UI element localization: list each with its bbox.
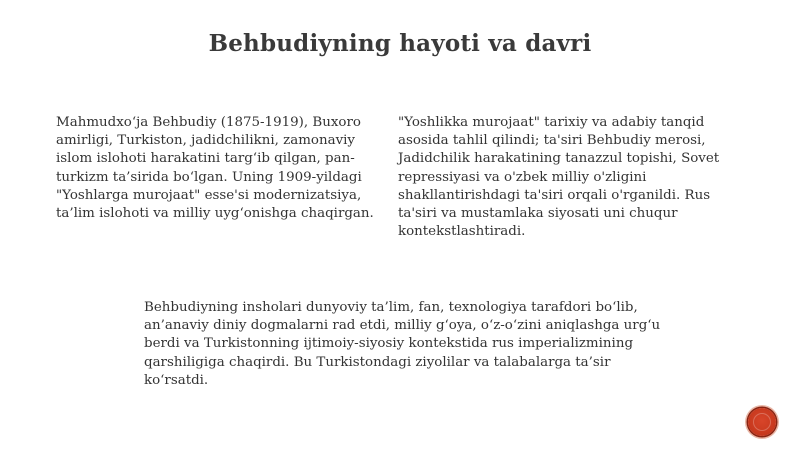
paragraph-right: "Yoshlikka murojaat" tarixiy va adabiy tanqid asosida tahlil qilindi; ta'siri Behbudiy merosi, Jadidchilik harakatining tanazzul topishi, Sovet repressiyasi va o'zbek milliy o'zligini shakllantirishdagi ta'siri orqali o'rganildi. Rus ta'siri va mustamlaka siyosati uni chuqur kontekstlashtiradi.: [398, 115, 720, 240]
paragraph-left: Mahmudxo‘ja Behbudiy (1875-1919), Buxoro amirligi, Turkiston, jadidchilikni, zamonaviy islom islohoti harakatini targ‘ib qilgan, pan-turkizm ta’sirida bo‘lgan. Uning 1909-yildagi "Yoshlarga murojaat" esse'si modernizatsiya, ta’lim islohoti va milliy uyg‘onishga chaqirgan.: [56, 115, 374, 222]
slide-title: Behbudiyning hayoti va davri: [208, 30, 592, 57]
slide-nav-button[interactable]: [748, 408, 776, 436]
circle-button-icon: [753, 413, 771, 431]
paragraph-bottom: Behbudiyning insholari dunyoviy ta’lim, fan, texnologiya tarafdori bo‘lib, an’anaviy diniy dogmalarni rad etdi, milliy g‘oya, o‘z-o‘zini aniqlashga urg‘u berdi va Turkistonning ijtimoiy-siyosiy kontekstida rus imperializmining qarshiligiga chaqirdi. Bu Turkistondagi ziyolilar va talabalarga ta’sir ko‘rsatdi.: [144, 300, 661, 388]
